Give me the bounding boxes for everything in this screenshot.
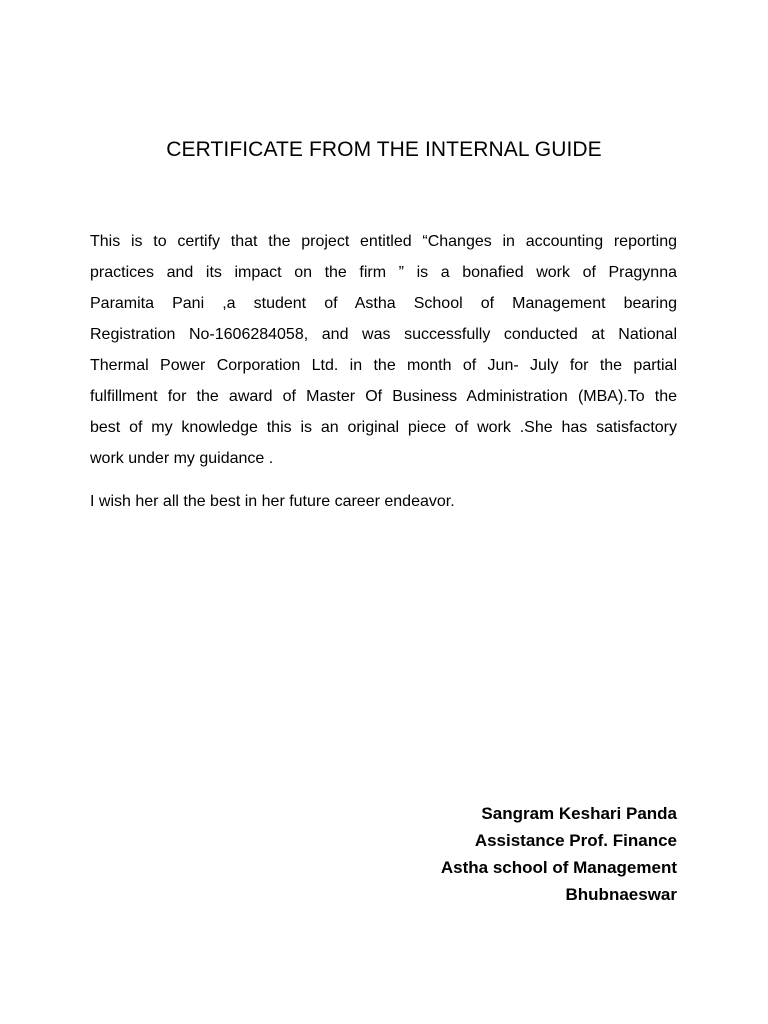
body-line: fulfillment for the award of Master Of Business Administration (MBA).To the: [90, 388, 677, 405]
body-line: practices and its impact on the firm ” is a bonafied work of Pragynna: [90, 264, 677, 281]
certificate-title: CERTIFICATE FROM THE INTERNAL GUIDE: [166, 138, 602, 161]
body-line: work under my guidance .: [90, 450, 274, 467]
body-line: Paramita Pani ,a student of Astha School of Management bearing: [90, 295, 677, 312]
body-line: Registration No-1606284058, and was successfully conducted at National: [90, 326, 677, 343]
wish-text: I wish her all the best in her future career endeavor.: [90, 493, 455, 510]
signatory-city: Bhubnaeswar: [565, 885, 677, 904]
signatory-institution: Astha school of Management: [440, 858, 677, 877]
certificate-body: [90, 226, 677, 474]
signatory-designation: Assistance Prof. Finance: [474, 831, 677, 850]
signature-block: [441, 800, 677, 908]
body-line: This is to certify that the project entitled “Changes in accounting reporting: [90, 233, 677, 250]
signatory-name: Sangram Keshari Panda: [481, 804, 677, 823]
body-line: best of my knowledge this is an original piece of work .She has satisfactory: [90, 419, 677, 436]
body-line: Thermal Power Corporation Ltd. in the month of Jun- July for the partial: [90, 357, 677, 374]
